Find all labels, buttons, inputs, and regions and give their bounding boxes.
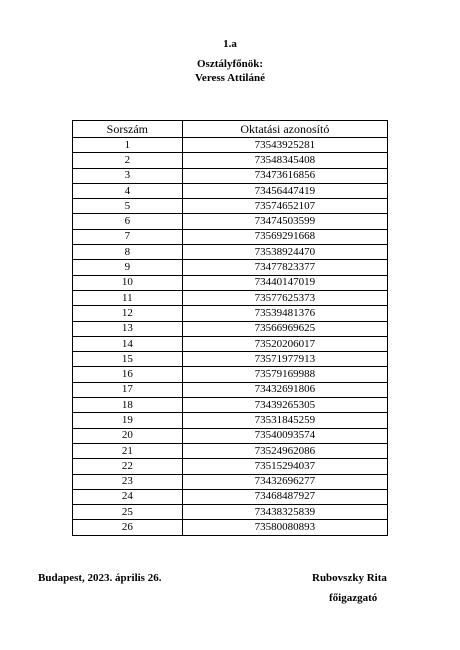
table-row — [73, 336, 388, 351]
serial-number-cell: 2 — [73, 153, 183, 168]
table-row — [73, 321, 388, 336]
table-header-row — [73, 121, 388, 138]
table-row — [73, 520, 388, 535]
serial-number-cell: 24 — [73, 489, 183, 504]
table-row — [73, 459, 388, 474]
class-title: 1.a — [223, 38, 237, 50]
serial-number-cell: 3 — [73, 168, 183, 183]
serial-number-cell: 5 — [73, 199, 183, 214]
serial-number-cell: 6 — [73, 214, 183, 229]
education-id-cell: 73543925281 — [182, 138, 387, 153]
table-row — [73, 290, 388, 305]
teacher-name: Veress Attiláné — [195, 72, 265, 84]
education-id-cell: 73473616856 — [182, 168, 387, 183]
serial-number-cell: 16 — [73, 367, 183, 382]
table-row — [73, 428, 388, 443]
education-id-cell: 73524962086 — [182, 443, 387, 458]
serial-number-cell: 11 — [73, 290, 183, 305]
table-row — [73, 413, 388, 428]
signer-title: főigazgató — [329, 592, 378, 604]
table-body — [73, 138, 388, 536]
table-row — [73, 382, 388, 397]
education-id-cell: 73456447419 — [182, 183, 387, 198]
education-id-cell: 73520206017 — [182, 336, 387, 351]
serial-number-cell: 21 — [73, 443, 183, 458]
serial-number-cell: 23 — [73, 474, 183, 489]
education-id-cell: 73540093574 — [182, 428, 387, 443]
serial-number-cell: 25 — [73, 505, 183, 520]
serial-number-cell: 15 — [73, 352, 183, 367]
serial-number-cell: 13 — [73, 321, 183, 336]
education-id-cell: 73477823377 — [182, 260, 387, 275]
table-row — [73, 474, 388, 489]
serial-number-cell: 22 — [73, 459, 183, 474]
place-date: Budapest, 2023. április 26. — [38, 572, 162, 584]
serial-number-cell: 12 — [73, 306, 183, 321]
education-id-cell: 73571977913 — [182, 352, 387, 367]
table-row — [73, 489, 388, 504]
serial-number-cell: 20 — [73, 428, 183, 443]
serial-number-cell: 18 — [73, 398, 183, 413]
education-id-cell: 73539481376 — [182, 306, 387, 321]
table-row — [73, 138, 388, 153]
table-row — [73, 168, 388, 183]
serial-number-cell: 4 — [73, 183, 183, 198]
table-row — [73, 199, 388, 214]
education-id-cell: 73569291668 — [182, 229, 387, 244]
serial-number-cell: 10 — [73, 275, 183, 290]
table-row — [73, 367, 388, 382]
education-id-cell: 73515294037 — [182, 459, 387, 474]
education-id-cell: 73438325839 — [182, 505, 387, 520]
serial-number-cell: 19 — [73, 413, 183, 428]
table-row — [73, 398, 388, 413]
education-id-cell: 73580080893 — [182, 520, 387, 535]
serial-number-cell: 26 — [73, 520, 183, 535]
education-id-cell: 73538924470 — [182, 245, 387, 260]
education-id-cell: 73468487927 — [182, 489, 387, 504]
teacher-label: Osztályfőnök: — [197, 58, 263, 70]
education-id-cell: 73432696277 — [182, 474, 387, 489]
signer-name: Rubovszky Rita — [312, 572, 387, 584]
education-id-cell: 73531845259 — [182, 413, 387, 428]
table-row — [73, 505, 388, 520]
serial-number-cell: 1 — [73, 138, 183, 153]
education-id-cell: 73566969625 — [182, 321, 387, 336]
table-row — [73, 443, 388, 458]
education-id-cell: 73579169988 — [182, 367, 387, 382]
education-id-cell: 73439265305 — [182, 398, 387, 413]
education-id-cell: 73577625373 — [182, 290, 387, 305]
education-id-cell: 73432691806 — [182, 382, 387, 397]
column-header-serial: Sorszám — [73, 121, 183, 138]
serial-number-cell: 9 — [73, 260, 183, 275]
education-id-cell: 73474503599 — [182, 214, 387, 229]
serial-number-cell: 17 — [73, 382, 183, 397]
education-id-cell: 73574652107 — [182, 199, 387, 214]
serial-number-cell: 7 — [73, 229, 183, 244]
table-row — [73, 229, 388, 244]
table-row — [73, 153, 388, 168]
table-row — [73, 245, 388, 260]
serial-number-cell: 8 — [73, 245, 183, 260]
table-row — [73, 183, 388, 198]
table-row — [73, 306, 388, 321]
column-header-education-id: Oktatási azonosító — [182, 121, 387, 138]
education-id-cell: 73548345408 — [182, 153, 387, 168]
table-row — [73, 260, 388, 275]
student-id-table — [72, 120, 388, 536]
table-row — [73, 214, 388, 229]
table-row — [73, 352, 388, 367]
education-id-cell: 73440147019 — [182, 275, 387, 290]
table-row — [73, 275, 388, 290]
serial-number-cell: 14 — [73, 336, 183, 351]
